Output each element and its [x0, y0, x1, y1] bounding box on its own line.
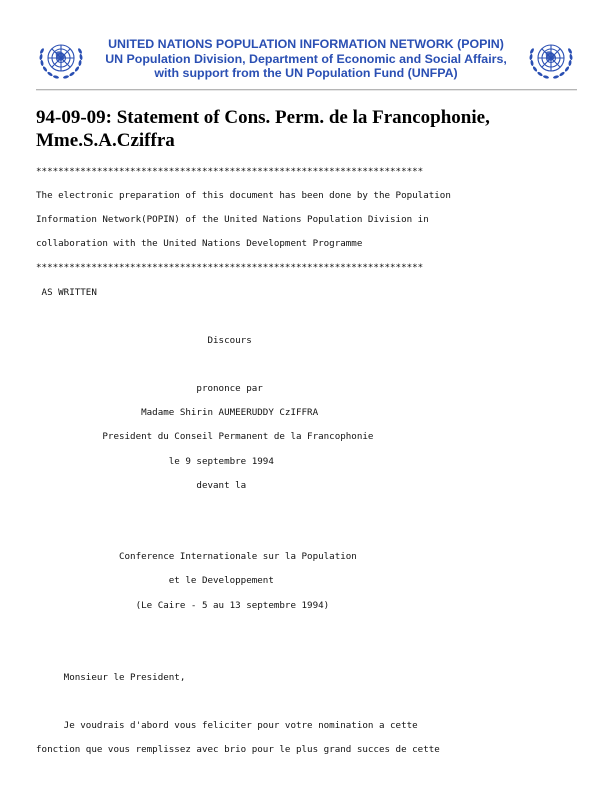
banner-line-network: UNITED NATIONS POPULATION INFORMATION NETWORK (POPIN): [108, 37, 504, 51]
conference-name: Conference Internationale sur la Population: [36, 551, 357, 562]
title-line-2: Mme.S.A.Cziffra: [36, 130, 175, 151]
paragraph-1-line-1: Je voudrais d'abord vous feliciter pour votre nomination a cette: [36, 720, 418, 731]
separator-stars-bottom: **********************************************************************: [36, 262, 424, 273]
before-the: devant la: [36, 480, 247, 491]
banner-line-support: with support from the UN Population Fund (UNFPA): [154, 66, 458, 80]
separator-stars-top: **********************************************************************: [36, 166, 424, 177]
speech-date: le 9 septembre 1994: [36, 456, 274, 467]
delivered-by: prononce par: [36, 383, 263, 394]
speaker-name: Madame Shirin AUMEERUDDY CzIFFRA: [36, 407, 319, 418]
preparation-line-1: The electronic preparation of this document has been done by the Population: [36, 190, 451, 201]
speech-heading: Discours: [36, 335, 252, 346]
as-written-note: AS WRITTEN: [36, 287, 97, 298]
banner-line-division: UN Population Division, Department of Economic and Social Affairs,: [105, 51, 507, 66]
paragraph-1-line-2: fonction que vous remplissez avec brio pour le plus grand succes de cette: [36, 744, 440, 755]
document-body: [36, 0, 596, 755]
preparation-line-3: collaboration with the United Nations Development Programme: [36, 238, 363, 249]
title-line-1: 94-09-09: Statement of Cons. Perm. de la Francophonie,: [36, 107, 490, 128]
preparation-line-2: Information Network(POPIN) of the United Nations Population Division in: [36, 214, 429, 225]
salutation: Monsieur le President,: [36, 672, 186, 683]
conference-name-cont: et le Developpement: [36, 575, 274, 586]
speaker-title: President du Conseil Permanent de la Francophonie: [36, 431, 374, 442]
conference-location: (Le Caire - 5 au 13 septembre 1994): [36, 600, 330, 611]
